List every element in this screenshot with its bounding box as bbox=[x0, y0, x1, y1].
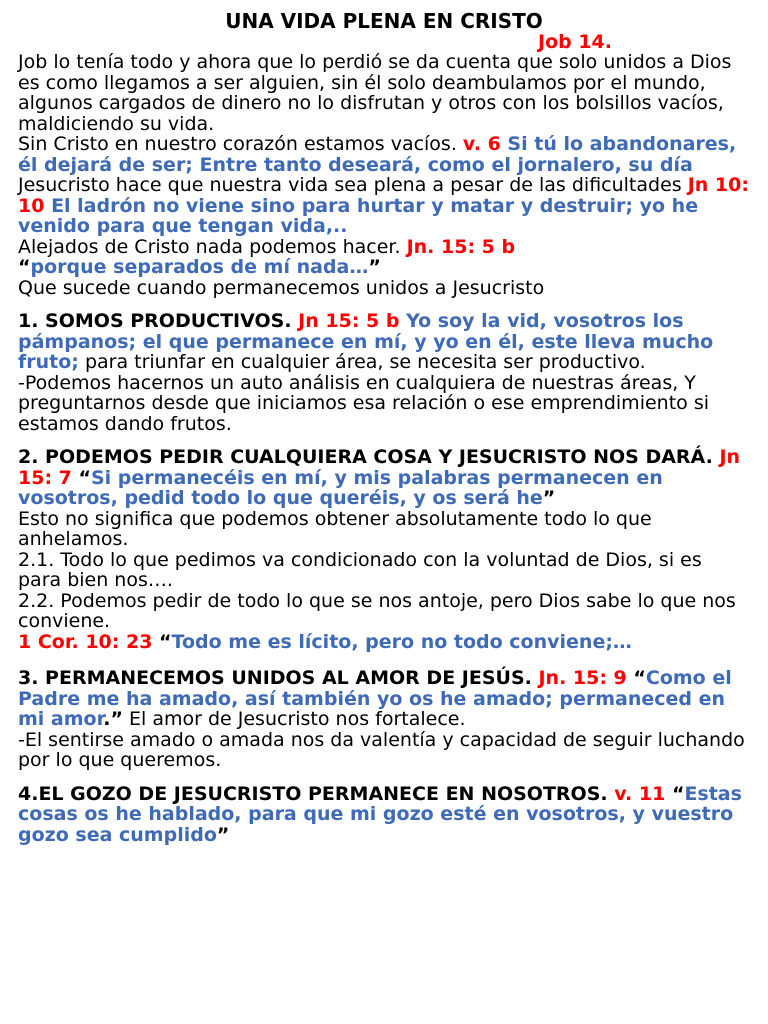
paragraph-2 bbox=[18, 175, 750, 237]
open-quote: “ bbox=[18, 256, 31, 278]
bible-verse: Como el Padre me ha amado, así también yo os he amado; permaneced en mi amor bbox=[18, 667, 732, 730]
document-title: UNA VIDA PLENA EN CRISTO bbox=[225, 9, 543, 33]
paragraph-4: Que sucede cuando permanecemos unidos a Jesucristo bbox=[18, 276, 545, 299]
section-text: para triunfar en cualquier área, se necesita ser productivo. bbox=[78, 351, 646, 373]
section-2-item-2: 2.2. Podemos pedir de todo lo que se nos antoje, pero Dios sabe lo que nos conviene. bbox=[18, 589, 736, 632]
close-quote: ” bbox=[368, 256, 381, 278]
bible-reference: v. 11 bbox=[614, 782, 666, 805]
bible-reference: Jn 15: 5 b bbox=[298, 310, 400, 332]
section-text: El amor de Jesucristo nos fortalece. bbox=[122, 708, 466, 730]
intro-paragraph: Job lo tenía todo y ahora que lo perdió se da cuenta que solo unidos a Dios es como llegamos a ser alguien, sin él solo deambulamos por el mundo, algunos cargados de dinero no lo disfrutan y otros con los bolsillos vacíos, maldiciendo su vida. bbox=[18, 51, 732, 135]
bible-verse: porque separados de mí nada… bbox=[30, 256, 369, 278]
open-quote: “ bbox=[152, 630, 172, 653]
bible-reference: 1 Cor. 10: 23 bbox=[18, 630, 153, 653]
section-heading: 4.EL GOZO DE JESUCRISTO PERMANECE EN NOSOTROS. bbox=[18, 782, 615, 805]
section-2-text: Esto no significa que podemos obtener absolutamente todo lo que anhelamos. bbox=[18, 507, 652, 550]
open-quote: “ bbox=[665, 782, 685, 805]
bible-reference: Jn 10: 10 bbox=[18, 174, 749, 217]
section-3 bbox=[18, 668, 750, 730]
paragraph-text: Alejados de Cristo nada podemos hacer. bbox=[18, 235, 407, 258]
bible-verse: Yo soy la vid, vosotros los pámpanos; el que permanece en mí, y yo en él, este lleva mucho fruto; bbox=[18, 310, 714, 373]
bible-verse: El ladrón no viene sino para hurtar y matar y destruir; yo he venido para que tengan vida,.. bbox=[18, 194, 699, 237]
bible-verse: Si permanecéis en mí, y mis palabras permanecen en vosotros, pedid todo lo que queréis, y os será he bbox=[18, 466, 663, 509]
section-4 bbox=[18, 784, 750, 846]
section-2-verse-2 bbox=[18, 632, 750, 653]
section-heading: 3. PERMANECEMOS UNIDOS AL AMOR DE JESÚS. bbox=[18, 667, 539, 689]
bible-verse: Todo me es lícito, pero no todo conviene;… bbox=[171, 630, 632, 653]
section-heading: 2. PODEMOS PEDIR CUALQUIERA COSA Y JESUCRISTO NOS DARÁ. bbox=[18, 446, 720, 468]
section-2-item-1: 2.1. Todo lo que pedimos va condicionado con la voluntad de Dios, si es para bien nos…. bbox=[18, 548, 702, 591]
close-quote: .” bbox=[103, 708, 123, 730]
section-2 bbox=[18, 447, 750, 509]
paragraph-3 bbox=[18, 237, 750, 278]
open-quote: “ bbox=[71, 466, 91, 489]
open-quote: “ bbox=[626, 667, 646, 689]
bible-reference: v. 6 bbox=[462, 133, 501, 155]
close-quote: ” bbox=[216, 823, 230, 846]
bible-reference: Jn. 15: 9 bbox=[538, 667, 627, 689]
section-3-text: -El sentirse amado o amada nos da valentía y capacidad de seguir luchando por lo que queremos. bbox=[18, 728, 745, 771]
bible-verse: Estas cosas os he hablado, para que mi gozo esté en vosotros, y vuestro gozo sea cumplido bbox=[18, 782, 742, 846]
close-quote: ” bbox=[542, 487, 556, 509]
paragraph-1 bbox=[18, 134, 750, 175]
bible-verse: Si tú lo abandonares, él dejará de ser; Entre tanto deseará, como el jornalero, su día bbox=[18, 133, 737, 176]
section-1-text: -Podemos hacernos un auto análisis en cualquiera de nuestras áreas, Y preguntarnos desde que iniciamos esa relación o ese emprendimiento si estamos dando frutos. bbox=[18, 371, 709, 435]
paragraph-text: Jesucristo hace que nuestra vida sea plena a pesar de las dificultades bbox=[18, 174, 688, 196]
title-reference: Job 14. bbox=[538, 31, 612, 53]
bible-reference: Jn. 15: 5 b bbox=[406, 235, 516, 258]
bible-reference: Jn 15: 7 bbox=[18, 446, 741, 489]
paragraph-text: Sin Cristo en nuestro corazón estamos vacíos. bbox=[18, 133, 463, 155]
section-heading: 1. SOMOS PRODUCTIVOS. bbox=[18, 310, 299, 332]
section-1 bbox=[18, 311, 750, 373]
